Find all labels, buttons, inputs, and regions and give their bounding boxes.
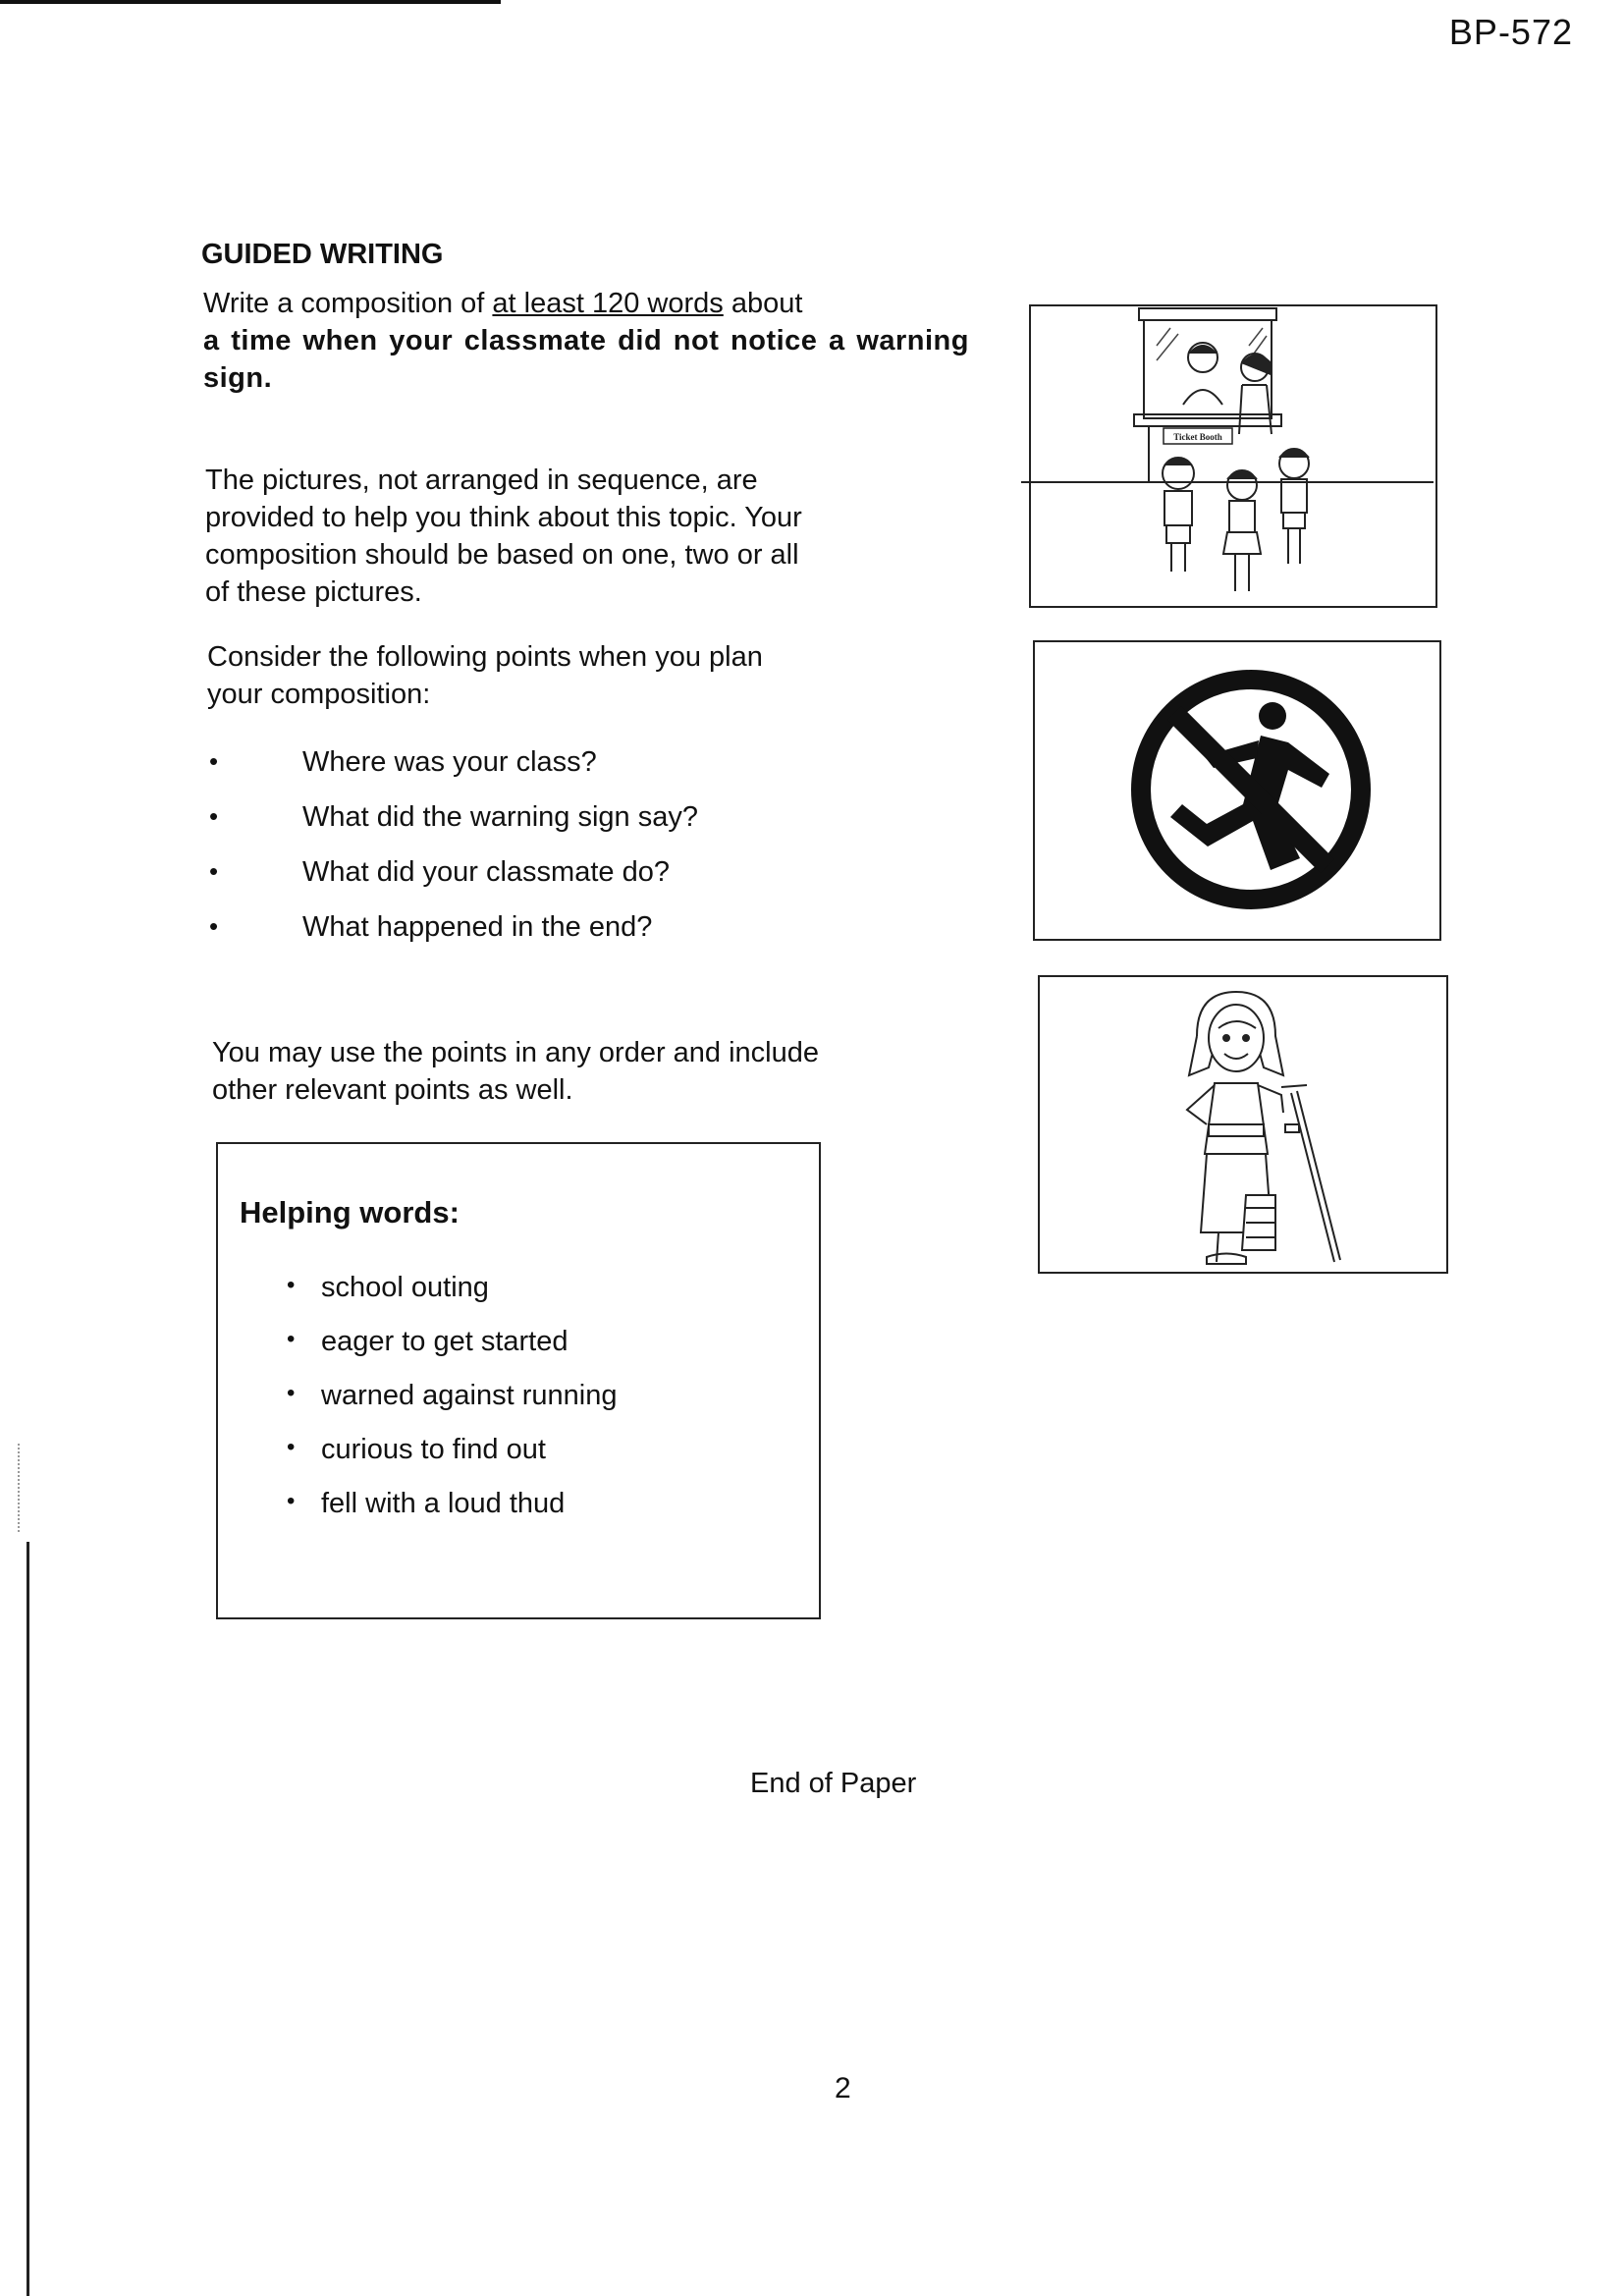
pictures-note: The pictures, not arranged in sequence, are provided to help you think about this topic. Your composition should be based on one, two or all of these pictures.	[205, 465, 802, 608]
guiding-point: • Where was your class?	[209, 746, 838, 801]
end-of-paper: End of Paper	[750, 1768, 917, 1799]
helping-words-box	[216, 1142, 821, 1619]
no-running-picture	[1033, 640, 1441, 941]
consider-points-text: Consider the following points when you plan your composition:	[207, 641, 763, 710]
paper-code: BP-572	[1448, 12, 1573, 52]
guiding-point: • What happened in the end?	[209, 911, 838, 966]
instruction-prefix: Write a composition of	[203, 288, 493, 319]
left-margin-rule	[27, 1542, 29, 2296]
margin-dots	[18, 1444, 21, 1532]
girl-with-crutch-icon	[1040, 977, 1446, 1272]
order-note: You may use the points in any order and include other relevant points as well.	[212, 1037, 820, 1106]
word-count-requirement: at least 120 words	[492, 288, 724, 319]
writing-instruction	[203, 285, 969, 397]
guiding-point: • What did your classmate do?	[209, 856, 838, 911]
helping-words-title: Helping words:	[240, 1195, 460, 1230]
composition-topic: a time when your classmate did not notice a warning sign.	[203, 325, 969, 394]
section-heading: GUIDED WRITING	[201, 239, 444, 270]
ticket-booth-picture	[1029, 304, 1437, 608]
ticket-booth-scene-icon	[1031, 306, 1435, 606]
helping-word: • school outing	[287, 1272, 617, 1326]
scene-ground-line	[1021, 481, 1434, 483]
top-rule	[0, 0, 501, 4]
instruction-suffix: about	[723, 288, 803, 319]
guiding-point: • What did the warning sign say?	[209, 801, 838, 856]
guiding-points-list	[209, 746, 838, 966]
no-running-sign-icon	[1035, 642, 1439, 939]
helping-words-list	[287, 1272, 617, 1542]
helping-word: • eager to get started	[287, 1326, 617, 1380]
booth-sign-text: Ticket Booth	[1173, 432, 1222, 442]
helping-word: • fell with a loud thud	[287, 1488, 617, 1542]
injured-girl-picture	[1038, 975, 1448, 1274]
page-number: 2	[835, 2072, 851, 2105]
helping-word: • curious to find out	[287, 1434, 617, 1488]
helping-word: • warned against running	[287, 1380, 617, 1434]
